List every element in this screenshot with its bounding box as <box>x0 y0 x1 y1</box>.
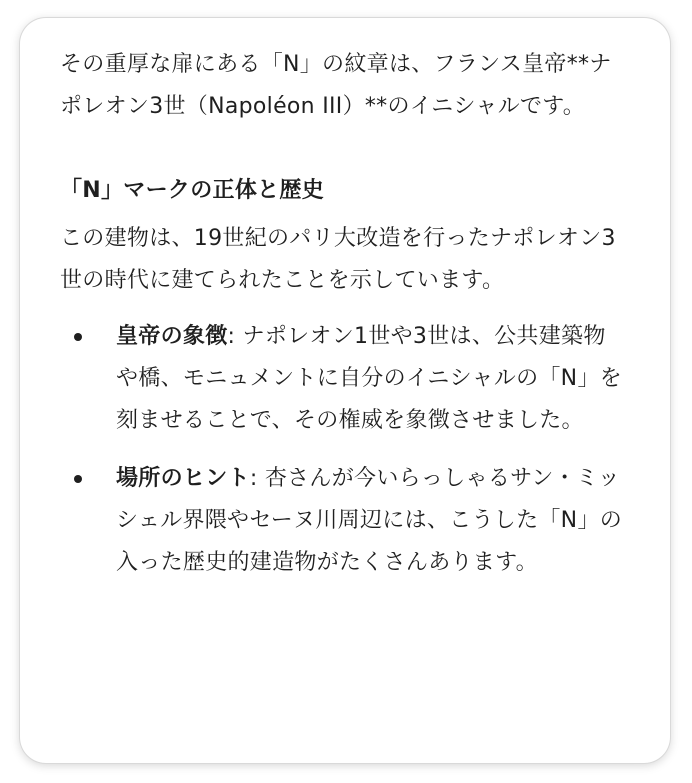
list-item-text <box>116 316 624 442</box>
list-item-body: : 杏さんが今いらっしゃるサン・ミッシェル界隈やセーヌ川周辺には、こうした「N」の入った歴史的建造物がたくさんあります。 <box>116 466 623 575</box>
list-item-body: : ナポレオン1世や3世は、公共建築物や橋、モニュメントに自分のイニシャルの「N」を刻ませることで、その権威を象徴させました。 <box>116 324 623 433</box>
bullet-list <box>60 316 630 584</box>
chat-message-card <box>20 18 670 763</box>
list-item-text <box>116 458 624 584</box>
bullet-dot-icon <box>74 333 82 341</box>
list-item <box>60 458 624 584</box>
bullet-dot-icon <box>74 475 82 483</box>
history-paragraph: この建物は、19世紀のパリ大改造を行ったナポレオン3世の時代に建てられたことを示しています。 <box>60 226 616 293</box>
section-heading: 「N」マークの正体と歴史 <box>60 178 325 203</box>
list-item-title: 皇帝の象徴 <box>116 324 228 349</box>
list-item <box>60 316 624 442</box>
intro-paragraph: その重厚な扉にある「N」の紋章は、フランス皇帝**ナポレオン3世（Napoléon III）**のイニシャルです。 <box>60 52 612 119</box>
list-item-title: 場所のヒント <box>116 466 250 491</box>
